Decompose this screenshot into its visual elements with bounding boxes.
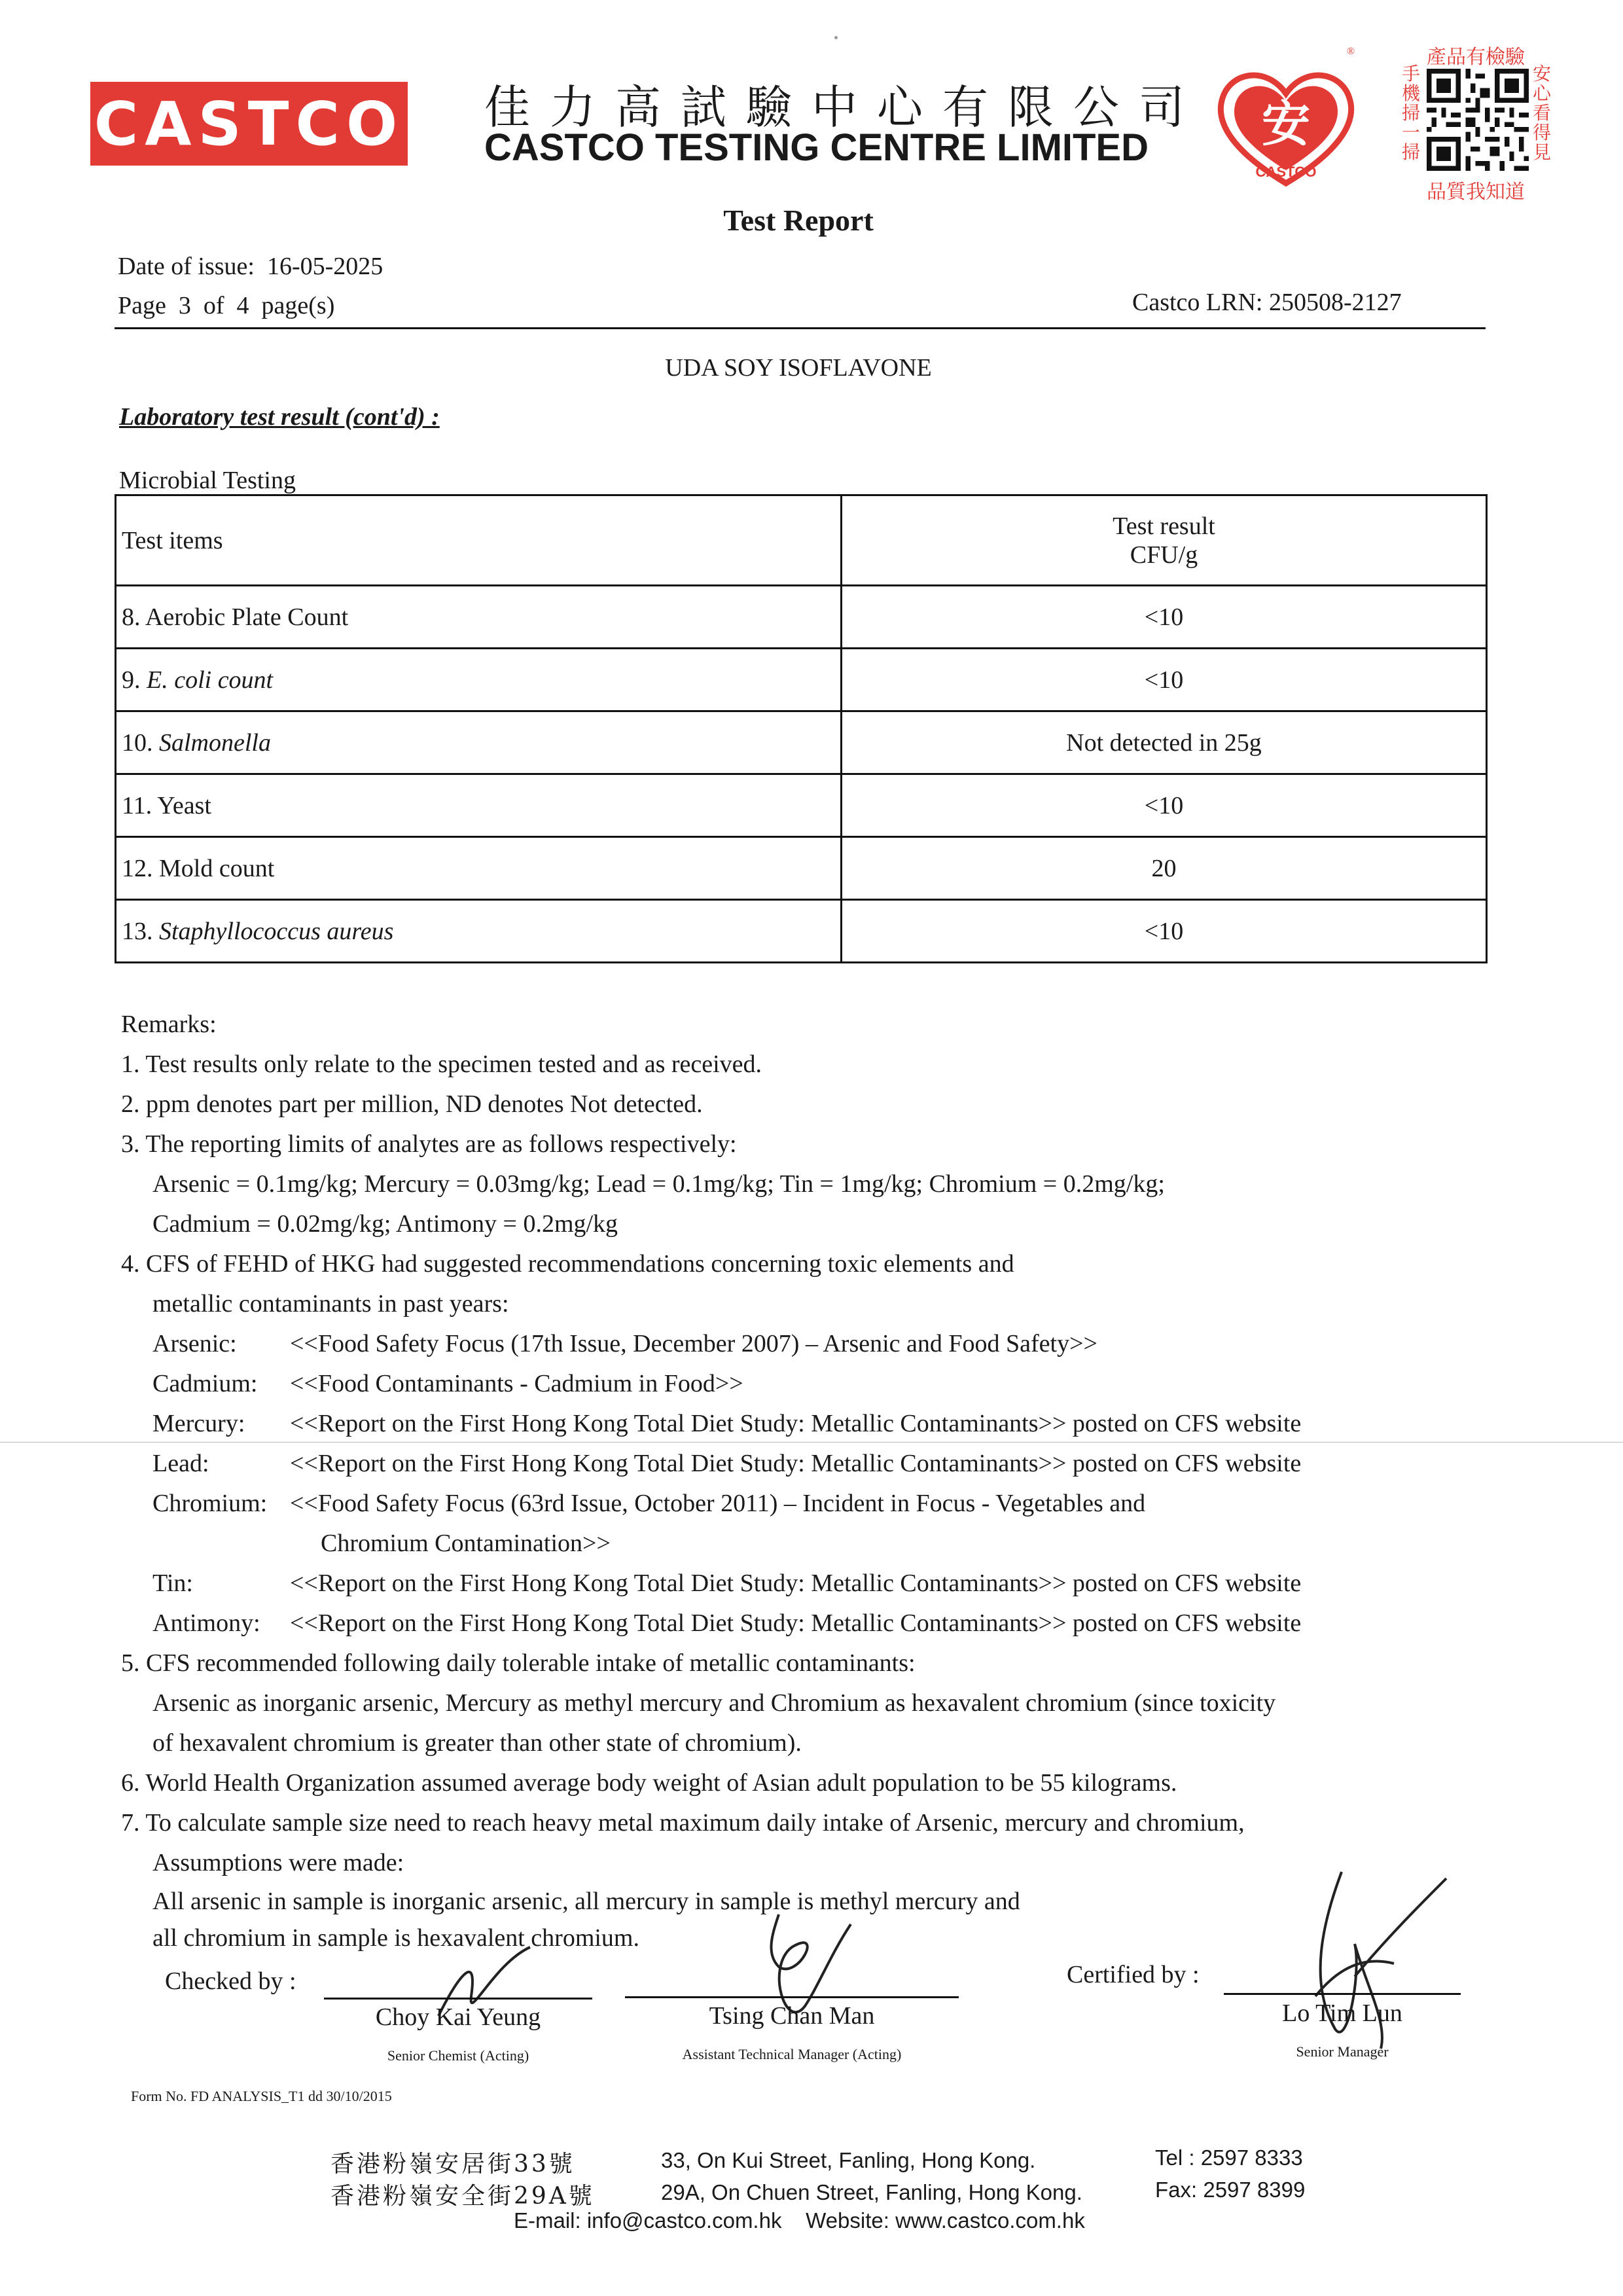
- address-english-2: 29A, On Chuen Street, Fanling, Hong Kong.: [661, 2180, 1082, 2204]
- lab-result-heading: Laboratory test result (cont'd) :: [119, 403, 440, 431]
- cfs-publication: <<Food Safety Focus (17th Issue, December 2007) – Arsenic and Food Safety>>: [290, 1330, 1097, 1357]
- header-result-label: Test result: [1113, 512, 1215, 540]
- remark-1: 1. Test results only relate to the specimen tested and as received.: [121, 1050, 762, 1078]
- cfs-publication: <<Report on the First Hong Kong Total Diet Study: Metallic Contaminants>> posted on CFS website: [290, 1450, 1302, 1477]
- remarks-section: [121, 1005, 1561, 1956]
- result-cell: <10: [842, 649, 1487, 711]
- castco-logo: [90, 82, 408, 166]
- table-header-row: [116, 495, 1487, 586]
- seal-character: 安: [1262, 96, 1310, 152]
- test-item-cell: [116, 586, 842, 649]
- item-name: Yeast: [157, 791, 211, 819]
- table-row: [116, 837, 1487, 900]
- remarks-title: Remarks:: [121, 1011, 217, 1038]
- result-cell: <10: [842, 900, 1487, 963]
- cfs-reference: [121, 1404, 1561, 1444]
- safety-seal-icon: [1211, 62, 1361, 193]
- issue-date-label: Date of issue:: [118, 253, 255, 280]
- seal-label: CASTCO: [1255, 164, 1317, 180]
- issue-date: [118, 252, 383, 281]
- signature-line-3: [1224, 1993, 1461, 1995]
- item-number: 13.: [122, 917, 153, 945]
- checked-by-label: Checked by :: [165, 1967, 296, 1995]
- section-heading: Microbial Testing: [119, 467, 296, 494]
- test-item-cell: [116, 649, 842, 711]
- item-name: Mold count: [159, 854, 275, 882]
- issue-date-value: 16-05-2025: [266, 253, 383, 280]
- cfs-publication-cont: Chromium Contamination>>: [321, 1530, 611, 1557]
- header-test-items: Test items: [116, 495, 842, 586]
- item-name: Salmonella: [159, 728, 271, 757]
- cfs-publication: <<Report on the First Hong Kong Total Diet Study: Metallic Contaminants>> posted on CFS website: [290, 1609, 1302, 1637]
- qr-caption-bottom: 品質我知道: [1427, 181, 1525, 204]
- remark-3-limits-a: Arsenic = 0.1mg/kg; Mercury = 0.03mg/kg; Lead = 0.1mg/kg; Tin = 1mg/kg; Chromium = 0.2mg/kg;: [152, 1170, 1165, 1198]
- remark-5-cont-a: Arsenic as inorganic arsenic, Mercury as methyl mercury and Chromium as hexavalent chromium (since toxicity: [152, 1689, 1276, 1717]
- cfs-reference: [121, 1484, 1561, 1524]
- header-result-unit: CFU/g: [1130, 541, 1198, 569]
- signature-line-2: [625, 1996, 959, 1998]
- result-cell: Not detected in 25g: [842, 711, 1487, 774]
- address-chinese-2: 香港粉嶺安全街29A號: [330, 2183, 595, 2210]
- product-name: UDA SOY ISOFLAVONE: [665, 354, 932, 382]
- address-chinese-1: 香港粉嶺安居街33號: [330, 2151, 575, 2178]
- signatory-name: Lo Tim Lun: [1282, 2000, 1402, 2027]
- form-number: Form No. FD ANALYSIS_T1 dd 30/10/2015: [131, 2088, 392, 2104]
- signatory-name: Choy Kai Yeung: [375, 2003, 541, 2031]
- result-cell: <10: [842, 586, 1487, 649]
- table-row: [116, 774, 1487, 837]
- test-item-cell: [116, 774, 842, 837]
- cfs-element: Chromium:: [152, 1490, 268, 1517]
- remark-7-cont-a: Assumptions were made:: [152, 1849, 404, 1876]
- certified-by-label: Certified by :: [1067, 1961, 1200, 1988]
- table-row: [116, 900, 1487, 963]
- cfs-element: Arsenic:: [152, 1330, 237, 1357]
- cfs-publication: <<Food Contaminants - Cadmium in Food>>: [290, 1370, 743, 1397]
- test-item-cell: [116, 711, 842, 774]
- cfs-reference: [121, 1564, 1561, 1604]
- cfs-reference: [121, 1364, 1561, 1404]
- scan-dot: [834, 36, 838, 39]
- table-row: [116, 586, 1487, 649]
- remark-5: 5. CFS recommended following daily tolerable intake of metallic contaminants:: [121, 1649, 916, 1677]
- email-website[interactable]: E-mail: info@castco.com.hk Website: www.castco.com.hk: [514, 2208, 1085, 2233]
- item-number: 8.: [122, 603, 141, 631]
- header-test-result: [842, 495, 1487, 586]
- table-row: [116, 711, 1487, 774]
- lrn-value: 250508-2127: [1268, 289, 1402, 316]
- company-name-english: CASTCO TESTING CENTRE LIMITED: [484, 126, 1149, 169]
- item-number: 9.: [122, 666, 141, 694]
- company-name-chinese: 佳力高試驗中心有限公司: [484, 81, 1204, 134]
- telephone: Tel : 2597 8333: [1155, 2145, 1303, 2170]
- remark-2: 2. ppm denotes part per million, ND denotes Not detected.: [121, 1090, 703, 1118]
- cfs-element: Mercury:: [152, 1410, 245, 1437]
- remark-7: 7. To calculate sample size need to reach heavy metal maximum daily intake of Arsenic, mercury and chromium,: [121, 1809, 1245, 1837]
- remark-5-cont-b: of hexavalent chromium is greater than other state of chromium).: [152, 1729, 802, 1757]
- remark-4-cont: metallic contaminants in past years:: [152, 1290, 509, 1318]
- cfs-publication: <<Report on the First Hong Kong Total Diet Study: Metallic Contaminants>> posted on CFS website: [290, 1570, 1302, 1597]
- cfs-reference: [121, 1604, 1561, 1643]
- cfs-publication: <<Report on the First Hong Kong Total Diet Study: Metallic Contaminants>> posted on CFS website: [290, 1410, 1302, 1437]
- item-name: E. coli count: [147, 666, 274, 694]
- cfs-reference: [121, 1444, 1561, 1484]
- remark-4: 4. CFS of FEHD of HKG had suggested recommendations concerning toxic elements and: [121, 1250, 1014, 1278]
- cfs-publication: <<Food Safety Focus (63rd Issue, October 2011) – Incident in Focus - Vegetables and: [290, 1490, 1146, 1517]
- signatory-title: Assistant Technical Manager (Acting): [682, 2046, 902, 2062]
- signature-line-1: [324, 1998, 592, 2000]
- fax: Fax: 2597 8399: [1155, 2178, 1306, 2202]
- item-name: Staphyllococcus aureus: [159, 917, 394, 945]
- header-divider: [115, 327, 1486, 329]
- cfs-element: Cadmium:: [152, 1370, 258, 1397]
- test-item-cell: [116, 837, 842, 900]
- cfs-element: Lead:: [152, 1450, 209, 1477]
- result-cell: <10: [842, 774, 1487, 837]
- item-number: 12.: [122, 854, 153, 882]
- table-row: [116, 649, 1487, 711]
- page-indicator: Page 3 of 4 page(s): [118, 292, 335, 319]
- results-table: [115, 494, 1488, 963]
- qr-code-icon[interactable]: [1427, 67, 1529, 173]
- cfs-reference: [121, 1324, 1561, 1364]
- signatory-title: Senior Chemist (Acting): [387, 2047, 529, 2064]
- item-number: 11.: [122, 791, 152, 819]
- remark-3-limits-b: Cadmium = 0.02mg/kg; Antimony = 0.2mg/kg: [152, 1210, 618, 1238]
- logo-text: CASTCO: [94, 88, 404, 159]
- cfs-element: Tin:: [152, 1570, 193, 1597]
- remark-7-cont-b: All arsenic in sample is inorganic arsenic, all mercury in sample is methyl mercury and: [152, 1888, 1020, 1915]
- item-name: Aerobic Plate Count: [145, 603, 349, 631]
- qr-caption-top: 產品有檢驗: [1427, 46, 1525, 69]
- lab-reference-number: [1132, 288, 1402, 317]
- remark-7-cont-c: all chromium in sample is hexavalent chromium.: [152, 1924, 639, 1952]
- remark-3: 3. The reporting limits of analytes are as follows respectively:: [121, 1130, 737, 1158]
- signatory-name: Tsing Chan Man: [709, 2002, 875, 2030]
- signatory-title: Senior Manager: [1296, 2043, 1389, 2060]
- report-title: Test Report: [723, 204, 874, 237]
- lrn-label: Castco LRN:: [1132, 289, 1263, 316]
- result-cell: 20: [842, 837, 1487, 900]
- test-item-cell: [116, 900, 842, 963]
- remark-6: 6. World Health Organization assumed average body weight of Asian adult population to be 55 kilograms.: [121, 1769, 1177, 1797]
- address-english-1: 33, On Kui Street, Fanling, Hong Kong.: [661, 2148, 1036, 2172]
- qr-caption-left: 手機掃一掃: [1401, 63, 1420, 163]
- scan-fold-line: [0, 1442, 1623, 1443]
- item-number: 10.: [122, 728, 153, 757]
- cfs-element: Antimony:: [152, 1609, 260, 1637]
- registered-mark-icon: ®: [1347, 46, 1355, 57]
- qr-caption-right: 安心看得見: [1532, 63, 1551, 163]
